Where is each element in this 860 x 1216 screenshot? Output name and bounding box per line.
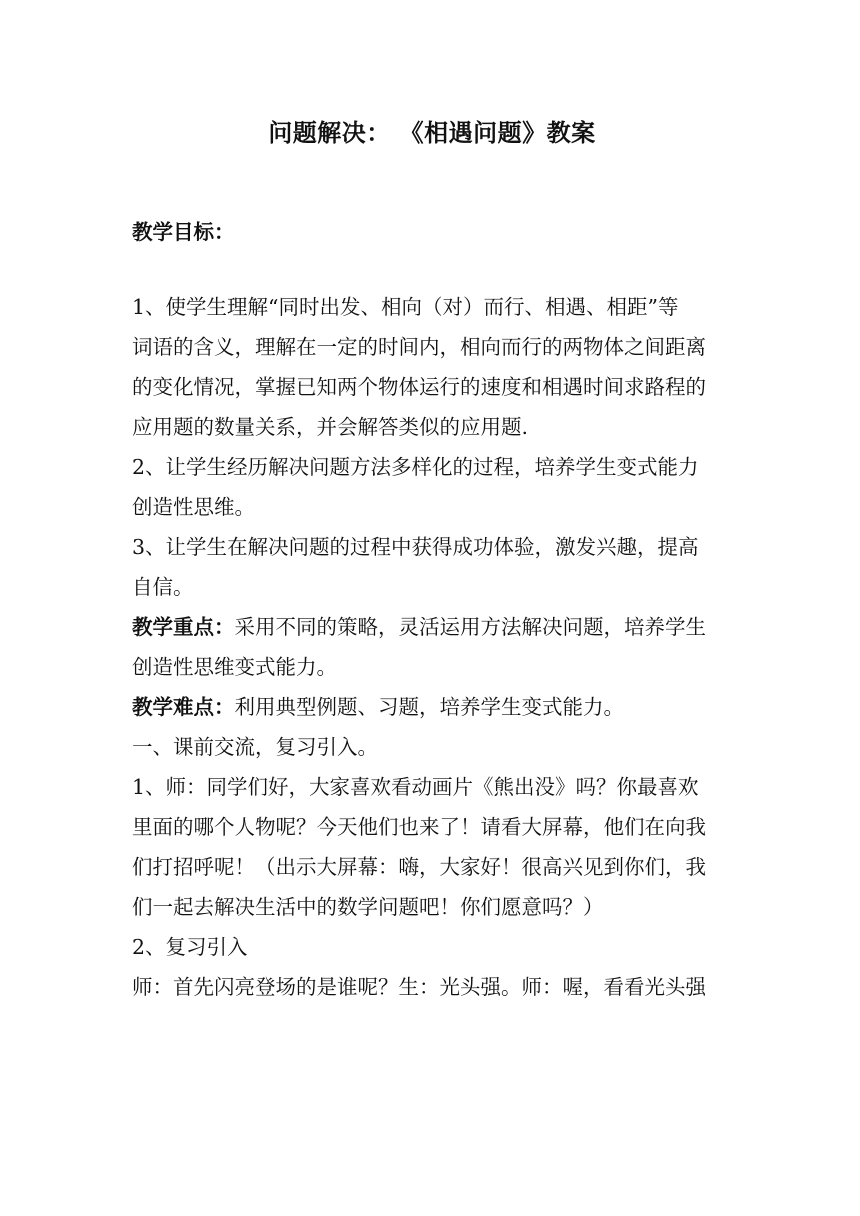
step-2-heading: 2、复习引入: [132, 935, 248, 959]
objective-1-line-1: 1、使学生理解“同时出发、相向（对）而行、相遇、相距”等: [132, 295, 679, 319]
key-point-label: 教学重点：: [132, 615, 235, 639]
objective-1-line-4: 应用题的数量关系，并会解答类似的应用题.: [132, 415, 529, 439]
document-page: [132, 108, 732, 1007]
step-1-line-4: 们一起去解决生活中的数学问题吧！你们愿意吗？）: [132, 895, 604, 919]
step-1-line-2: 里面的哪个人物呢？今天他们也来了！请看大屏幕，他们在向我: [132, 815, 706, 839]
objectives-heading: 教学目标：: [132, 220, 235, 244]
key-point-line-1: [132, 607, 732, 647]
key-point-text: 采用不同的策略，灵活运用方法解决问题，培养学生: [234, 615, 706, 639]
difficulty-line: [132, 687, 732, 727]
step-1-line-1: 1、师：同学们好，大家喜欢看动画片《熊出没》吗？你最喜欢: [132, 775, 699, 799]
objective-3-line-2: 自信。: [132, 575, 194, 599]
objective-2-line-1: 2、让学生经历解决问题方法多样化的过程，培养学生变式能力: [132, 455, 699, 479]
objective-1-line-2: 词语的含义，理解在一定的时间内，相向而行的两物体之间距离: [132, 335, 706, 359]
difficulty-label: 教学难点：: [132, 695, 235, 719]
section-1-heading: 一、课前交流，复习引入。: [132, 735, 378, 759]
dialogue-line: 师：首先闪亮登场的是谁呢？生：光头强。师：喔，看看光头强: [132, 975, 706, 999]
step-1-line-3: 们打招呼呢！（出示大屏幕：嗨，大家好！很高兴见到你们，我: [132, 855, 706, 879]
difficulty-text: 利用典型例题、习题，培养学生变式能力。: [234, 695, 624, 719]
document-title: 问题解决： 《相遇问题》教案: [268, 118, 596, 147]
objective-1-line-3: 的变化情况，掌握已知两个物体运行的速度和相遇时间求路程的: [132, 375, 706, 399]
objective-3-line-1: 3、让学生在解决问题的过程中获得成功体验，激发兴趣，提高: [132, 535, 699, 559]
objective-2-line-2: 创造性思维。: [132, 495, 255, 519]
key-point-line-2: 创造性思维变式能力。: [132, 655, 337, 679]
